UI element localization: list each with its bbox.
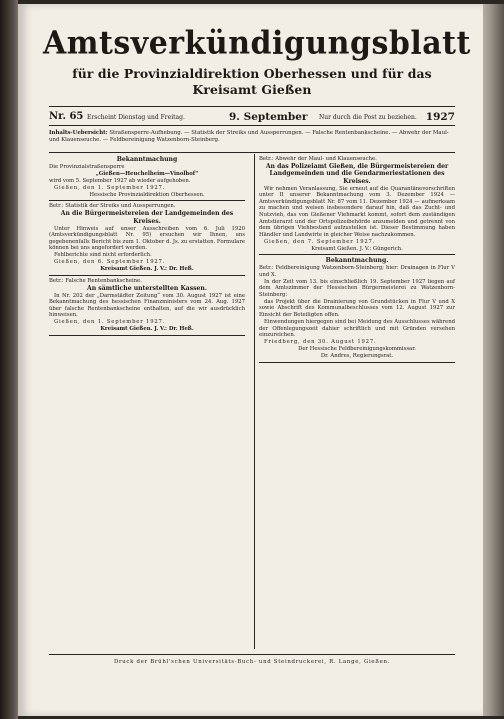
s3-place-date: Gießen, den 1. September 1927. [54, 319, 166, 326]
s3-heading: An sämtliche unterstellten Kassen. [87, 284, 207, 292]
s4-place-date: Gießen, den 7. September 1927. [264, 238, 376, 245]
s3-subject: Betr.: Falsche Rentenbankscheine. [49, 277, 142, 284]
s4-subject: Betr.: Abwehr der Maul- und Klauenseuche. [259, 156, 377, 162]
s5-text-1: In der Zeit vom 13. bis einschließlich 19. September 1927 liegen auf dem Amtszimmer der Hessischen Bürgermeisterei zu Watzenborn-Steinberg: [259, 278, 455, 298]
masthead [43, 25, 471, 98]
s1-road-name: „Gießen—Heuchelheim—Vinolhof“ [95, 170, 199, 177]
header-rule-top [49, 106, 455, 107]
s1-place-date: Gießen, den 1. September 1927. [54, 184, 166, 191]
s4-body: Wir nehmen Veranlassung, Sie erneut auf die Quarantänevorschriften unter II unserer Bekanntmachung vom 3. Dezember 1924 — Amtsverkündigungsblatt Nr. 87 vom 11. Dezember 1924 — aufmerksam zu machen und weisen insbesondere darauf hin, daß das Zucht- und Nutzvieh, das von Gießener Viehmarkt kommt, sofort dem zuständigen Amtstierarzt und der Ortspolizeibehörde anzumelden und getrennt von dem übrigen Viehbestand aufzustellen ist. Dieser Bestimmung haben Händler und Landwirte in gleicher Weise nachzukommen. [259, 185, 455, 238]
s1-text-2: wird vom 5. September 1927 ab wieder aufgehoben. [49, 177, 191, 184]
masthead-title: Amtsverkündigungsblatt [43, 25, 471, 62]
section-separator [49, 200, 245, 201]
s5-text-3: Einwendungen hiergegen sind bei Meidung des Ausschlusses während der Offenlegungszeit dahier schriftlich und mit Gründen versehen einzureichen. [259, 319, 455, 339]
s5-subject: Betr.: Feldbereinigung Watzenborn-Steinberg; hier: Drainagen in Flur V und X. [259, 265, 455, 278]
column-divider [254, 154, 255, 649]
section-separator [259, 362, 455, 363]
issue-subscription: Nur durch die Post zu beziehen. [319, 114, 417, 121]
left-column [49, 156, 245, 338]
s2-signature: Kreisamt Gießen. J. V.: Dr. Heß. [100, 266, 194, 273]
s5-heading: Bekanntmachung. [325, 257, 389, 265]
newspaper-page [18, 4, 483, 716]
issue-number: Nr. 65 [49, 111, 84, 122]
section-separator [259, 254, 455, 255]
toc-text: Straßensperre-Aufhebung. — Statistik der Streiks und Aussperrungen. — Falsche Rentenbankscheine. — Abwehr der Maul- und Klauenseuche. — Feldbereinigung Watzenborn-Steinberg. [49, 130, 449, 143]
issue-year: 1927 [425, 111, 455, 123]
s2-note: Fehlberichte sind nicht erforderlich. [54, 252, 152, 259]
s5-place-date: Friedberg, den 30. August 1927. [264, 339, 377, 346]
printer-imprint: Druck der Brühl'schen Universitäts-Buch- und Steindruckerei, R. Lange, Gießen. [113, 659, 391, 665]
masthead-subtitle: für die Provinzialdirektion Oberhessen und für das Kreisamt Gießen [72, 66, 432, 97]
footer-rule [49, 654, 455, 655]
toc-rule [49, 152, 455, 153]
s2-subject: Betr.: Statistik der Streiks und Aussperrungen. [49, 203, 176, 210]
s2-heading: An die Bürgermeistereien der Landgemeinden des Kreises. [60, 210, 234, 225]
section-separator [49, 275, 245, 276]
header-rule-bottom [49, 125, 455, 126]
right-column [259, 156, 455, 365]
issue-row [49, 110, 455, 124]
s2-place-date: Gießen, den 6. September 1927. [54, 259, 166, 266]
s1-signature: Hessische Provinzialdirektion Oberhessen. [89, 191, 205, 198]
s1-text-1: Die Provinzialstraßensperre [49, 163, 125, 170]
book-binding [0, 0, 18, 719]
toc-label: Inhalts-Uebersicht: [49, 130, 108, 136]
section-separator [49, 335, 245, 336]
issue-date: 9. September [229, 111, 308, 123]
s5-signature-name: Dr. Andres, Regierungsrat. [320, 353, 394, 360]
page-edge [482, 4, 504, 716]
s5-text-2: das Projekt über die Drainierung von Grundstücken in Flur V und X sowie Abschrift des Kommunalbeschlusses vom 12. August 1927 zur Einsicht der Beteiligten offen. [259, 298, 455, 319]
table-of-contents [49, 130, 455, 144]
s4-signature: Kreisamt Gießen. J. V.: Güngerich. [311, 245, 403, 252]
s5-signature-office: Der Hessische Feldbereinigungskommissar. [298, 346, 416, 353]
s1-heading: Bekanntmachung [116, 156, 178, 163]
issue-frequency: Erscheint Dienstag und Freitag. [87, 114, 185, 121]
s3-signature: Kreisamt Gießen. J. V.: Dr. Heß. [100, 326, 194, 333]
s4-heading: An das Polizeiamt Gießen, die Bürgermeistereien der Landgemeinden und die Gendarmeriestationen des Kreises. [265, 162, 449, 185]
s3-body: In Nr. 202 der „Darmstädter Zeitung“ vom 30. August 1927 ist eine Bekanntmachung des hessischen Finanzministers vom 24. Aug. 1927 über falsche Rentenbankscheine enthalten, auf die wir ausdrücklich hinweisen. [49, 292, 245, 319]
s2-body: Unter Hinweis auf unser Ausschreiben vom 6. Juli 1920 (Amtsverkündigungsblatt Nr. 95) ersuchen wir Ihnen, uns gegebenenfalls Bericht bis zum 1. Oktober d. Js. zu erstatten. Formulare können bei uns angefordert werden. [49, 225, 245, 252]
